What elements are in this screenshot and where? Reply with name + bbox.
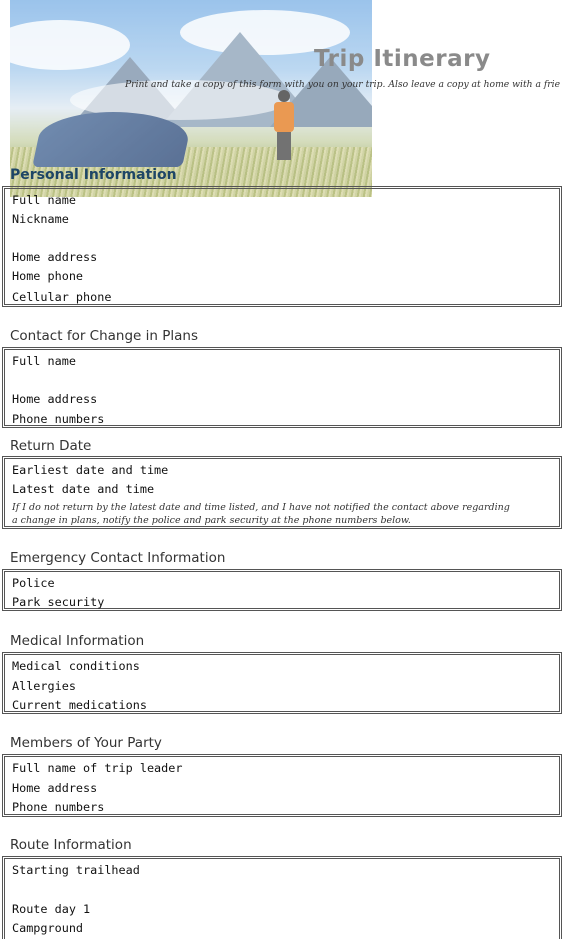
- field-route-day-1: Route day 1: [12, 902, 91, 916]
- field-park-security: Park security: [12, 595, 105, 609]
- section-heading-party: Members of Your Party: [10, 735, 162, 751]
- return-note-line-2: a change in plans, notify the police and park security at the phone numbers below.: [12, 515, 411, 526]
- field-medical-conditions: Medical conditions: [12, 659, 140, 673]
- field-contact-phone-numbers: Phone numbers: [12, 412, 105, 426]
- field-nickname: Nickname: [12, 212, 69, 226]
- page-title: Trip Itinerary: [314, 46, 491, 72]
- return-note-line-1: If I do not return by the latest date and time listed, and I have not notified the contact above regarding: [12, 502, 510, 513]
- section-heading-return: Return Date: [10, 438, 92, 454]
- field-party-home-address: Home address: [12, 781, 98, 795]
- party-box[interactable]: [2, 754, 562, 817]
- field-full-name: Full name: [12, 193, 76, 207]
- medical-box[interactable]: [2, 652, 562, 714]
- page-subtitle: Print and take a copy of this form with you on your trip. Also leave a copy at home with a frie: [125, 79, 561, 90]
- field-starting-trailhead: Starting trailhead: [12, 863, 140, 877]
- field-earliest-date: Earliest date and time: [12, 463, 169, 477]
- section-heading-medical: Medical Information: [10, 633, 145, 649]
- field-trip-leader: Full name of trip leader: [12, 761, 183, 775]
- contact-box[interactable]: [2, 347, 562, 428]
- field-campground: Campground: [12, 921, 84, 935]
- field-party-phone-numbers: Phone numbers: [12, 800, 105, 814]
- hiker-image: [272, 88, 296, 160]
- section-heading-route: Route Information: [10, 837, 132, 853]
- field-contact-full-name: Full name: [12, 354, 76, 368]
- field-current-medications: Current medications: [12, 698, 147, 712]
- field-police: Police: [12, 576, 55, 590]
- return-date-box[interactable]: [2, 456, 562, 529]
- field-home-address: Home address: [12, 250, 98, 264]
- field-latest-date: Latest date and time: [12, 482, 155, 496]
- tent-image: [32, 112, 194, 167]
- field-allergies: Allergies: [12, 679, 76, 693]
- personal-info-box[interactable]: [2, 186, 562, 307]
- emergency-box[interactable]: [2, 569, 562, 611]
- route-box[interactable]: [2, 856, 562, 939]
- section-heading-emergency: Emergency Contact Information: [10, 550, 226, 566]
- section-heading-personal: Personal Information: [10, 167, 177, 183]
- field-contact-home-address: Home address: [12, 392, 98, 406]
- field-home-phone: Home phone: [12, 269, 84, 283]
- section-heading-contact: Contact for Change in Plans: [10, 328, 198, 344]
- field-cellular-phone: Cellular phone: [12, 290, 112, 304]
